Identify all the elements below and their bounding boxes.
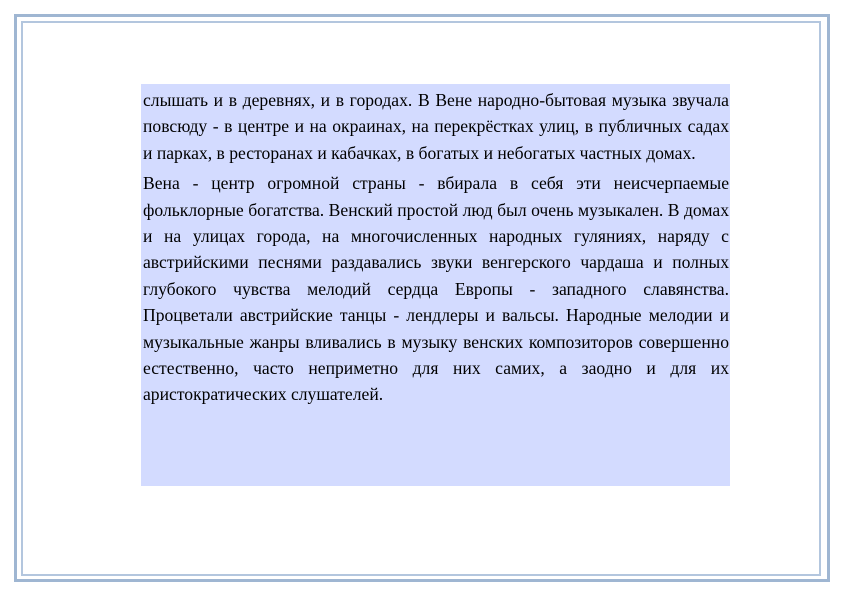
paragraph-2: Вена - центр огромной страны - вбирала в себя эти неисчерпаемые фольклорные богатства. Венский простой люд был очень музыкален. В домах и на улицах города, на многочисленных народных гуляниях, наряду с австрийскими песнями раздавались звуки венгерского чардаша и полных глубокого чувства мелодий сердца Европы - западного славянства. Процветали австрийские танцы - лендлеры и вальсы. Народные мелодии и музыкальные жанры вливались в музыку венских композиторов совершенно естественно, часто неприметно для них самих, а заодно и для их аристократических слушателей. (143, 173, 729, 405)
paragraph-1: слышать и в деревнях, и в городах. В Вене народно-бытовая музыка звучала повсюду - в центре и на окраинах, на перекрёстках улиц, в публичных садах и парках, в ресторанах и кабачках, в богатых и небогатых частных домах. (143, 90, 729, 163)
text-block (141, 84, 730, 486)
